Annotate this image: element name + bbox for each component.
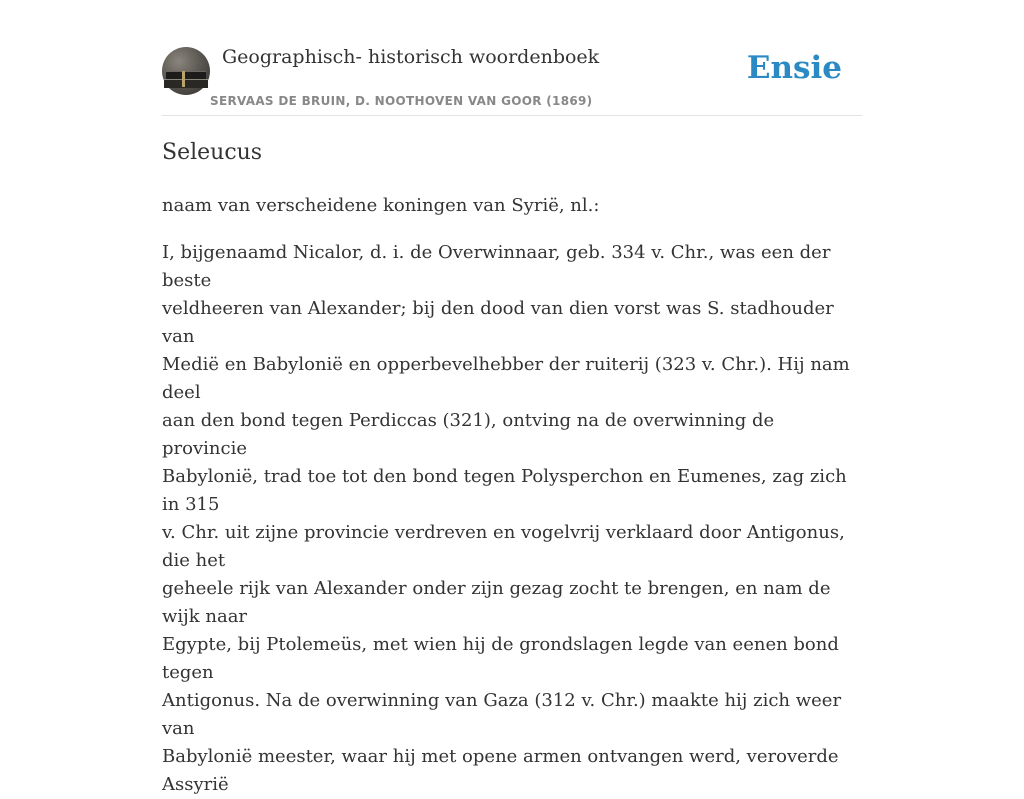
book-cover-avatar[interactable] — [162, 47, 210, 95]
book-stack-icon — [166, 71, 206, 79]
book-spine — [164, 79, 208, 88]
body-line: geheele rijk van Alexander onder zijn gezag zocht te brengen, en nam de wijk naar — [162, 578, 831, 627]
body-line: Medië en Babylonië en opperbevelhebber der ruiterij (323 v. Chr.). Hij nam deel — [162, 354, 850, 403]
body-line: aan den bond tegen Perdiccas (321), ontving na de overwinning de provincie — [162, 410, 775, 459]
entry-body — [162, 239, 862, 799]
book-authors: SERVAAS DE BRUIN, D. NOOTHOVEN VAN GOOR (1869) — [210, 94, 593, 108]
header — [162, 46, 862, 116]
body-line: veldheeren van Alexander; bij den dood van dien vorst was S. stadhouder van — [162, 298, 834, 347]
entry-intro: naam van verscheidene koningen van Syrië, nl.: — [162, 195, 600, 216]
header-divider — [162, 115, 862, 116]
body-line: Babylonië meester, waar hij met opene armen ontvangen werd, veroverde Assyrië — [162, 746, 839, 795]
book-band — [182, 71, 185, 87]
body-line: Babylonië, trad toe tot den bond tegen Polysperchon en Eumenes, zag zich in 315 — [162, 466, 847, 515]
book-title-link[interactable]: Geographisch- historisch woordenboek — [222, 46, 600, 68]
entry-title: Seleucus — [162, 140, 263, 165]
body-line: Egypte, bij Ptolemeüs, met wien hij de grondslagen legde van eenen bond tegen — [162, 634, 839, 683]
ensie-logo-link[interactable]: Ensie — [746, 50, 842, 86]
body-line: I, bijgenaamd Nicalor, d. i. de Overwinnaar, geb. 334 v. Chr., was een der beste — [162, 242, 831, 291]
body-line: Antigonus. Na de overwinning van Gaza (312 v. Chr.) maakte hij zich weer van — [162, 690, 842, 739]
body-line: v. Chr. uit zijne provincie verdreven en vogelvrij verklaard door Antigonus, die het — [162, 522, 845, 571]
